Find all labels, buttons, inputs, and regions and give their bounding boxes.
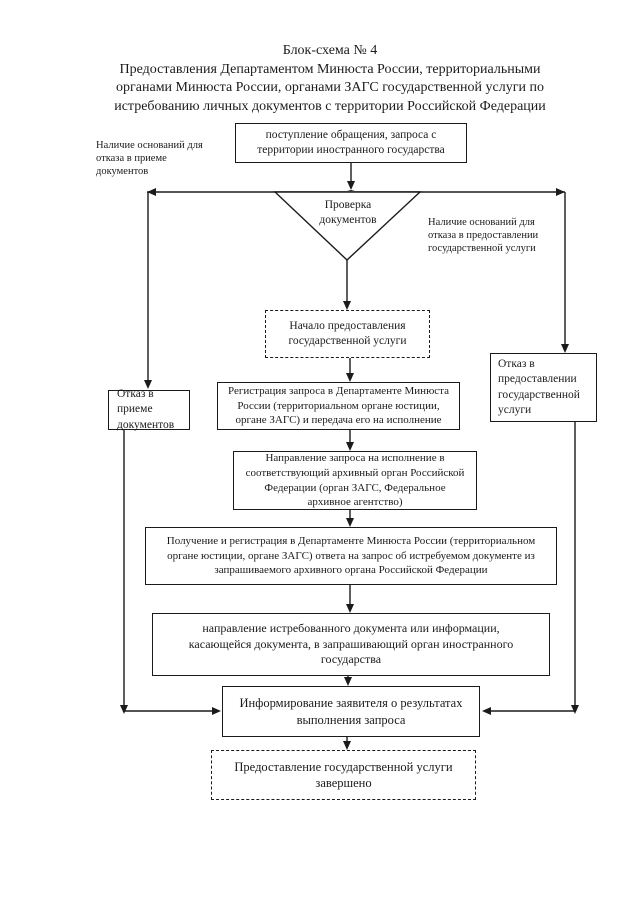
node-line: направление истребованного документа или информации, — [202, 620, 500, 635]
label-line: Наличие оснований для — [96, 140, 203, 151]
node-line: поступление обращения, запроса с — [265, 128, 437, 141]
node-line: Регистрация запроса в Департаменте Минюста — [228, 385, 449, 398]
label-refusal-service-grounds — [428, 216, 558, 255]
node-line: выполнения запроса — [296, 712, 406, 727]
node-refuse-accept — [108, 390, 190, 430]
node-incoming-request — [235, 123, 467, 163]
label-refusal-accept-grounds — [96, 139, 221, 178]
arrow-icon — [344, 677, 352, 686]
node-start-service — [265, 310, 430, 358]
node-line: Проверка — [324, 198, 372, 211]
node-line: органе юстиции, органе ЗАГС) ответа на запрос об истребуемом документе из — [167, 549, 535, 562]
label-line: документов — [96, 166, 149, 178]
node-service-finished — [211, 750, 476, 800]
node-line: государственной услуги — [288, 335, 407, 347]
node-check-documents — [296, 196, 400, 230]
arrow-icon — [346, 518, 354, 527]
title-subtitle-line: истребованию личных документов с территории Российской Федерации — [114, 98, 546, 114]
arrow-icon — [343, 301, 351, 310]
label-line: отказа в предоставлении — [428, 230, 539, 242]
node-inform-applicant — [222, 686, 480, 737]
title-subtitle-line: Предоставления Департаментом Минюста России, территориальными — [119, 61, 541, 77]
node-line: документов — [319, 214, 377, 226]
node-line: касающейся документа, в запрашивающий орган иностранного — [188, 636, 514, 651]
node-line: предоставлении — [498, 373, 577, 386]
node-line: государственной — [498, 388, 580, 401]
node-line: завершено — [315, 776, 372, 790]
node-line: запрашиваемого архивного органа Российской Федерации — [214, 564, 488, 577]
node-line: архивное агентство) — [307, 496, 403, 509]
node-line: Предоставление государственной услуги — [234, 759, 453, 774]
arrow-icon — [482, 707, 491, 715]
node-line: Начало предоставления — [289, 319, 406, 332]
node-send-document — [152, 613, 550, 676]
label-line: государственной услуги — [428, 243, 536, 255]
node-refuse-service — [490, 353, 597, 422]
node-line: органе ЗАГС) и передача его на исполнение — [235, 414, 442, 427]
label-line: Наличие оснований для — [428, 217, 535, 228]
arrow-icon — [347, 181, 355, 190]
arrow-icon — [120, 705, 128, 714]
node-line: Направление запроса на исполнение в — [265, 452, 445, 465]
arrow-icon — [556, 188, 565, 196]
title-heading: Блок-схема № 4 — [282, 43, 378, 58]
node-line: услуги — [498, 403, 532, 416]
arrow-icon — [343, 741, 351, 750]
node-line: Отказ в — [498, 358, 535, 371]
node-forward-request — [233, 451, 477, 510]
node-receive-response — [145, 527, 557, 585]
arrow-icon — [346, 442, 354, 451]
node-line: государства — [320, 652, 382, 667]
arrow-icon — [346, 373, 354, 382]
label-line: отказа в приеме — [96, 153, 167, 165]
node-line: Информирование заявителя о результатах — [239, 696, 463, 710]
node-line: России (территориальном органе юстиции, — [237, 399, 440, 412]
node-line: документов — [117, 418, 175, 431]
arrow-icon — [561, 344, 569, 353]
arrow-icon — [571, 705, 579, 714]
title-subtitle-line: органами Минюста России, органами ЗАГС государственной услуги по — [116, 80, 544, 95]
arrow-icon — [346, 604, 354, 613]
node-line: Федерации (орган ЗАГС, Федеральное — [264, 481, 446, 494]
node-registration — [217, 382, 460, 430]
node-line: соответствующий архивный орган Российской — [245, 466, 465, 479]
node-line: Отказ в приеме — [117, 388, 154, 416]
arrow-icon — [347, 190, 355, 191]
arrow-icon — [212, 707, 221, 715]
node-line: территории иностранного государства — [257, 144, 445, 156]
node-line: Получение и регистрация в Департаменте Минюста России (территориальном — [166, 535, 536, 548]
